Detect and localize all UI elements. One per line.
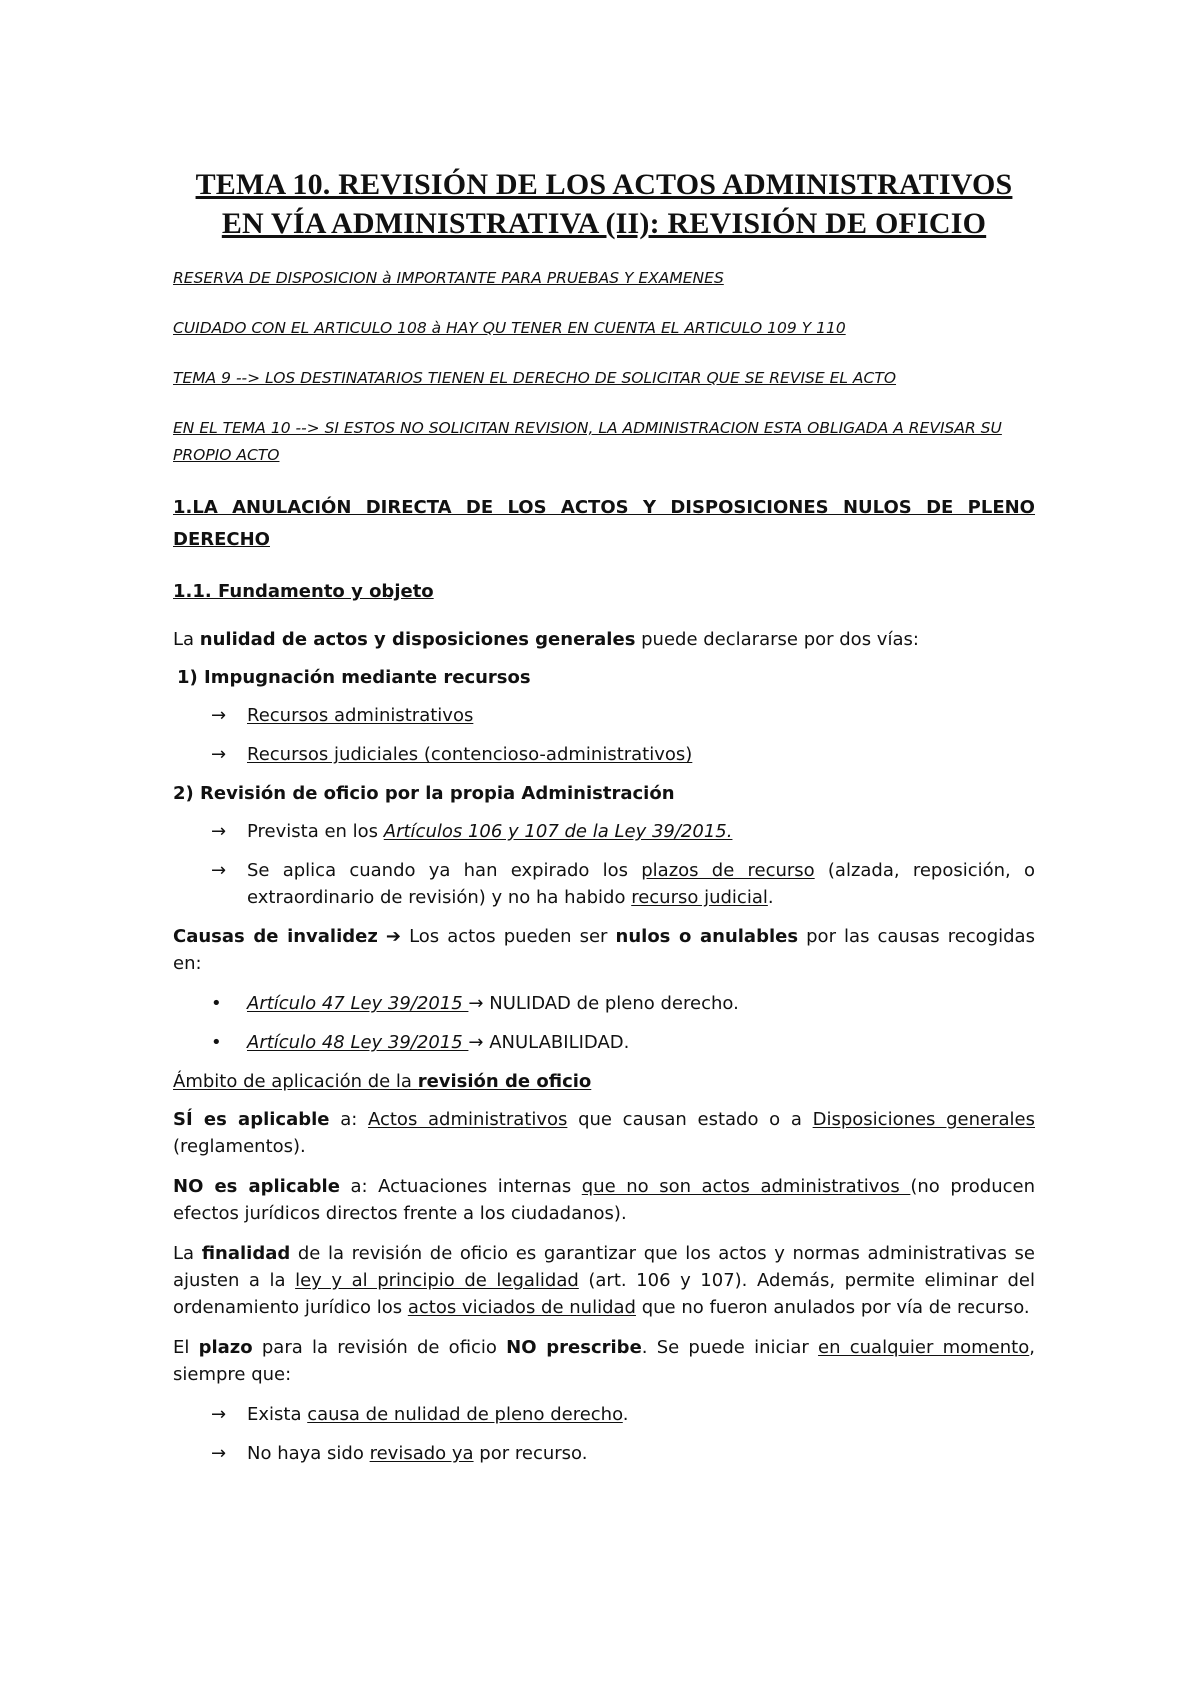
note-tema-9: TEMA 9 --> LOS DESTINATARIOS TIENEN EL DERECHO DE SOLICITAR QUE SE REVISE EL ACTO bbox=[173, 369, 897, 387]
note-reserva: RESERVA DE DISPOSICION à IMPORTANTE PARA PRUEBAS Y EXAMENES bbox=[173, 269, 724, 287]
title-line-2: EN VÍA ADMINISTRATIVA (II): REVISIÓN DE OFICIO bbox=[221, 207, 987, 240]
list-item: → Recursos judiciales (contencioso-administrativos) bbox=[173, 741, 1035, 768]
note-tema-10: EN EL TEMA 10 --> SI ESTOS NO SOLICITAN REVISION, LA ADMINISTRACION ESTA OBLIGADA A REVISAR SU PROPIO ACTO bbox=[173, 419, 1002, 464]
title-line-1: TEMA 10. REVISIÓN DE LOS ACTOS ADMINISTRATIVOS bbox=[195, 168, 1013, 201]
arrow-icon: → bbox=[211, 860, 227, 881]
arrow-icon: → bbox=[211, 705, 227, 726]
causas-paragraph: Causas de invalidez ➔ Los actos pueden ser nulos o anulables por las causas recogidas en: bbox=[173, 926, 1035, 974]
intro-paragraph: La nulidad de actos y disposiciones generales puede declararse por dos vías: bbox=[173, 629, 919, 650]
bullet-icon: • bbox=[211, 993, 222, 1014]
via-2-label: 2) Revisión de oficio por la propia Administración bbox=[173, 783, 675, 804]
arrow-right-icon: ➔ bbox=[385, 926, 402, 947]
subsection-heading-1-1: 1.1. Fundamento y objeto bbox=[173, 581, 434, 602]
ambito-heading: Ámbito de aplicación de la revisión de oficio bbox=[173, 1071, 592, 1092]
plazo-paragraph: El plazo para la revisión de oficio NO prescribe. Se puede iniciar en cualquier momento, siempre que: bbox=[173, 1337, 1035, 1385]
arrow-icon: → bbox=[211, 821, 227, 842]
note-articulo-108: CUIDADO CON EL ARTICULO 108 à HAY QU TENER EN CUENTA EL ARTICULO 109 Y 110 bbox=[173, 319, 846, 337]
list-item: → Recursos administrativos bbox=[173, 702, 1035, 729]
arrow-icon: → bbox=[211, 1404, 227, 1425]
via-1-label: 1) Impugnación mediante recursos bbox=[177, 667, 531, 688]
no-aplicable-paragraph: NO es aplicable a: Actuaciones internas que no son actos administrativos (no producen efectos jurídicos directos frente a los ciudadanos). bbox=[173, 1176, 1035, 1224]
list-item: • Artículo 47 Ley 39/2015 → NULIDAD de pleno derecho. bbox=[173, 990, 1035, 1017]
bullet-icon: • bbox=[211, 1032, 222, 1053]
list-item: → Exista causa de nulidad de pleno derecho. bbox=[173, 1401, 1035, 1428]
list-item: → Prevista en los Artículos 106 y 107 de la Ley 39/2015. bbox=[173, 818, 1035, 845]
document-title bbox=[163, 165, 1045, 243]
arrow-icon: → bbox=[211, 744, 227, 765]
list-item: → No haya sido revisado ya por recurso. bbox=[173, 1440, 1035, 1467]
section-heading-1: 1.LA ANULACIÓN DIRECTA DE LOS ACTOS Y DISPOSICIONES NULOS DE PLENO DERECHO bbox=[173, 497, 1035, 550]
list-item: • Artículo 48 Ley 39/2015 → ANULABILIDAD. bbox=[173, 1029, 1035, 1056]
document-page bbox=[173, 165, 1035, 1479]
list-item: → Se aplica cuando ya han expirado los plazos de recurso (alzada, reposición, o extraordinario de revisión) y no ha habido recurso judicial. bbox=[173, 857, 1035, 911]
finalidad-paragraph: La finalidad de la revisión de oficio es garantizar que los actos y normas administrativas se ajusten a la ley y al principio de legalidad (art. 106 y 107). Además, permite eliminar del ordenamiento jurídico los actos viciados de nulidad que no fueron anulados por vía de recurso. bbox=[173, 1243, 1036, 1318]
si-aplicable-paragraph: SÍ es aplicable a: Actos administrativos que causan estado o a Disposiciones generales (reglamentos). bbox=[173, 1109, 1035, 1157]
arrow-icon: → bbox=[211, 1443, 227, 1464]
